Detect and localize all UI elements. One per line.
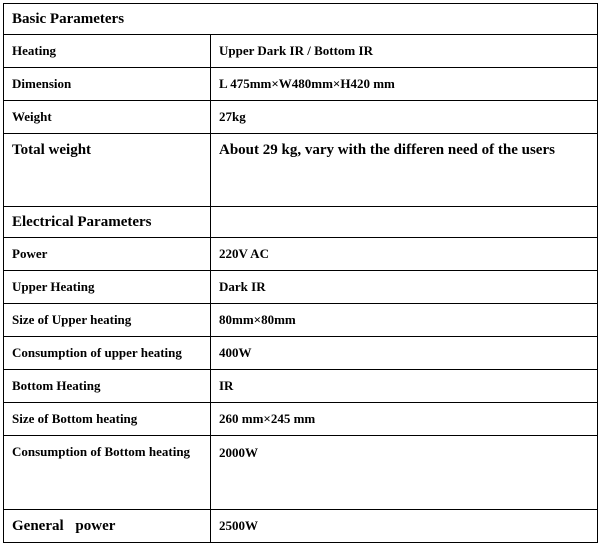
table-row <box>4 35 598 68</box>
dimension-label: Dimension <box>4 68 211 101</box>
electrical-parameters-heading-empty <box>211 207 598 238</box>
table-row <box>4 101 598 134</box>
bottom-heating-label: Bottom Heating <box>4 370 211 403</box>
power-value: 220V AC <box>211 238 598 271</box>
upper-consumption-value: 400W <box>211 337 598 370</box>
upper-consumption-label: Consumption of upper heating <box>4 337 211 370</box>
table-row <box>4 370 598 403</box>
upper-heating-label: Upper Heating <box>4 271 211 304</box>
dimension-value: L 475mm×W480mm×H420 mm <box>211 68 598 101</box>
electrical-parameters-header-row <box>4 207 598 238</box>
bottom-consumption-label: Consumption of Bottom heating <box>4 436 211 510</box>
table-row <box>4 238 598 271</box>
upper-heating-size-label: Size of Upper heating <box>4 304 211 337</box>
bottom-heating-value: IR <box>211 370 598 403</box>
basic-parameters-heading: Basic Parameters <box>4 4 598 35</box>
total-weight-label: Total weight <box>4 134 211 207</box>
bottom-consumption-value: 2000W <box>211 436 598 510</box>
table-row <box>4 510 598 543</box>
table-row <box>4 304 598 337</box>
heating-value: Upper Dark IR / Bottom IR <box>211 35 598 68</box>
basic-parameters-header-row <box>4 4 598 35</box>
power-label: Power <box>4 238 211 271</box>
weight-value: 27kg <box>211 101 598 134</box>
upper-heating-size-value: 80mm×80mm <box>211 304 598 337</box>
electrical-parameters-heading: Electrical Parameters <box>4 207 211 238</box>
total-weight-value: About 29 kg, vary with the differen need of the users <box>211 134 598 207</box>
table-row <box>4 337 598 370</box>
bottom-heating-size-value: 260 mm×245 mm <box>211 403 598 436</box>
heating-label: Heating <box>4 35 211 68</box>
table-row <box>4 68 598 101</box>
table-row <box>4 403 598 436</box>
weight-label: Weight <box>4 101 211 134</box>
upper-heating-value: Dark IR <box>211 271 598 304</box>
parameters-table <box>3 3 598 543</box>
table-row <box>4 134 598 207</box>
general-power-value: 2500W <box>211 510 598 543</box>
table-row <box>4 436 598 510</box>
table-row <box>4 271 598 304</box>
bottom-heating-size-label: Size of Bottom heating <box>4 403 211 436</box>
general-power-label: General power <box>4 510 211 543</box>
